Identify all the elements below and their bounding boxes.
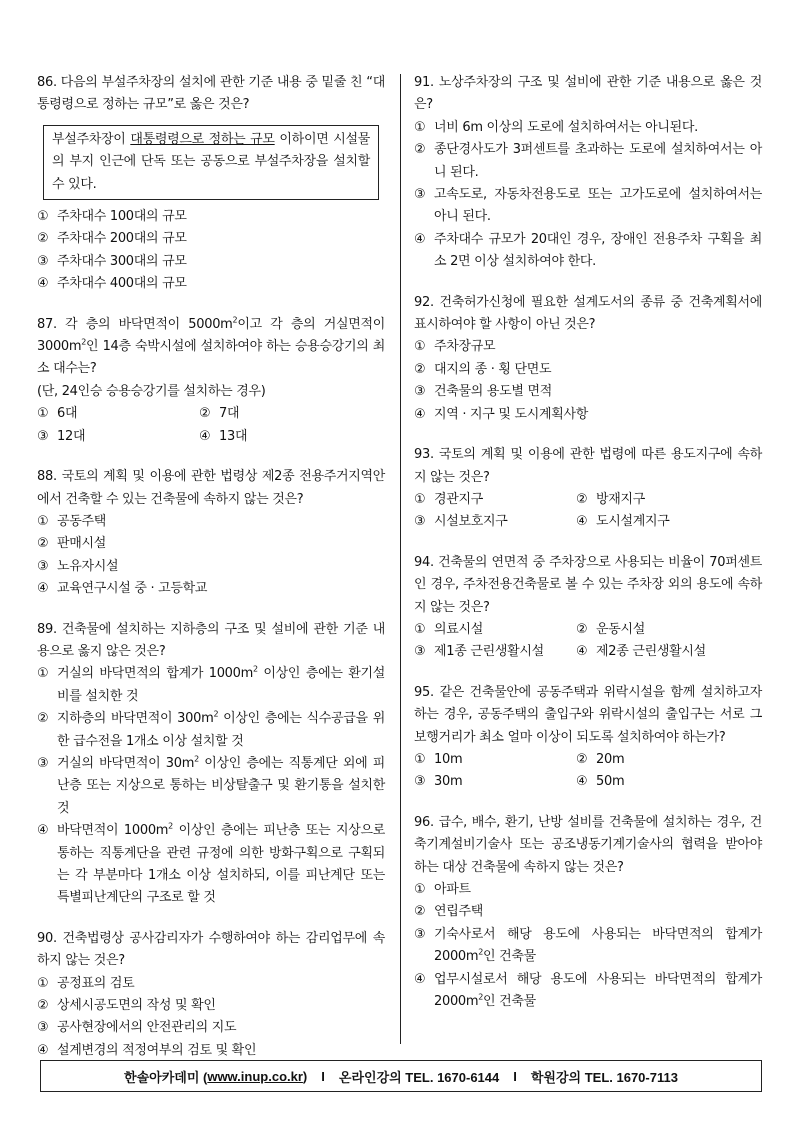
question-90 xyxy=(37,928,385,1062)
option-text: 공동주택 xyxy=(57,513,107,529)
question-93 xyxy=(414,444,762,534)
option-text: 노유자시설 xyxy=(57,558,119,574)
academy-paren: ) xyxy=(302,1068,308,1084)
option[interactable] xyxy=(37,973,385,995)
option[interactable] xyxy=(414,749,576,771)
option-text: 아파트 xyxy=(434,882,471,897)
option[interactable] xyxy=(414,901,762,923)
question-95 xyxy=(414,682,762,794)
option[interactable] xyxy=(37,753,385,820)
footer-banner xyxy=(40,1060,762,1092)
right-column xyxy=(414,72,762,1031)
option-number: ① xyxy=(414,339,426,355)
text-part: 이고 각 층의 거실면적이 3000m xyxy=(37,316,386,355)
option[interactable] xyxy=(414,969,762,1014)
option[interactable] xyxy=(414,229,762,274)
option[interactable] xyxy=(37,273,385,295)
option[interactable] xyxy=(37,251,385,273)
superscript: 2 xyxy=(213,709,219,719)
option-text: 주차대수 규모가 20대인 경우, 장애인 전용주차 구획을 최소 2면 이상 설치하여야 한다. xyxy=(434,231,762,270)
option-text: 20m xyxy=(596,751,625,767)
option-number: ③ xyxy=(37,253,49,269)
separator: I xyxy=(321,1068,325,1084)
option-text: 지역 · 지구 및 도시계획사항 xyxy=(434,406,588,422)
option-number: ④ xyxy=(414,971,426,987)
option-number: ③ xyxy=(37,428,49,444)
option[interactable] xyxy=(37,1040,385,1062)
option-text: 종단경사도가 3퍼센트를 초과하는 도로에 설치하여서는 아니 된다. xyxy=(434,142,762,180)
option[interactable] xyxy=(414,879,762,901)
option-text: 공정표의 검토 xyxy=(57,975,135,991)
option-number: ① xyxy=(37,975,49,991)
option-number: ② xyxy=(37,536,49,552)
option[interactable] xyxy=(199,403,361,425)
option[interactable] xyxy=(37,995,385,1017)
option-number: ④ xyxy=(576,774,588,790)
superscript: 2 xyxy=(194,754,199,764)
question-text: 90. 건축법령상 공사감리자가 수행하여야 하는 감리업무에 속하지 않는 것은? xyxy=(37,930,385,969)
option-text: 7대 xyxy=(219,406,240,422)
option-text: 이상인 층에는 피난층 또는 지상으로 통하는 직통계단을 관련 규정에 의한 방화구획으로 구획되는 각 부분마다 1개소 이상 설치하되, 이를 피난계단 또는 특별피난계단의 구조로 할 것 xyxy=(57,823,385,906)
question-text: 94. 건축물의 연면적 중 주차장으로 사용되는 비율이 70퍼센트인 경우, 주차전용건축물로 볼 수 있는 주차장 외의 용도에 속하지 않는 것은? xyxy=(414,554,762,615)
option-text: 업무시설로서 해당 용도에 사용되는 바닥면적의 합계가 2000m xyxy=(434,971,762,1010)
option-text: 제2종 근린생활시설 xyxy=(596,644,706,660)
question-88 xyxy=(37,466,385,600)
option-text: 인 건축물 xyxy=(483,994,536,1010)
superscript: 2 xyxy=(478,947,484,957)
option-text: 연립주택 xyxy=(434,904,484,920)
option-text: 도시설계지구 xyxy=(596,514,670,530)
question-text: 93. 국토의 계획 및 이용에 관한 법령에 따른 용도지구에 속하지 않는 것은? xyxy=(414,447,762,485)
option[interactable] xyxy=(414,771,576,793)
question-text xyxy=(37,314,385,381)
option[interactable] xyxy=(37,403,199,425)
option[interactable] xyxy=(414,641,576,663)
option-number: ① xyxy=(37,209,49,225)
option-text: 주차대수 300대의 규모 xyxy=(57,253,187,269)
option-text: 이상인 층에는 직통계단 외에 피난층 또는 지상으로 통하는 비상탈출구 및 환기통을 설치한 것 xyxy=(57,755,385,816)
online-phone: 온라인강의 TEL. 1670-6144 xyxy=(338,1069,500,1085)
option[interactable] xyxy=(414,619,576,641)
option[interactable] xyxy=(37,228,385,250)
box-text: 이하이면 시설물의 부지 인근에 단독 또는 공동으로 부설주차장을 설치할 수 있다. xyxy=(52,131,370,192)
question-94 xyxy=(414,552,762,664)
text-part: 87. 각 층의 바닥면적이 5000m xyxy=(37,316,233,332)
option-number: ③ xyxy=(37,558,49,574)
option-number: ② xyxy=(199,406,211,422)
question-92 xyxy=(414,292,762,426)
question-text: 92. 건축허가신청에 필요한 설계도서의 종류 중 건축계획서에 표시하여야 할 사항이 아닌 것은? xyxy=(414,294,762,333)
question-text: 95. 같은 건축물안에 공동주택과 위락시설을 함께 설치하고자 하는 경우, 공동주택의 출입구와 위락시설의 출입구는 서로 그 보행거리가 최소 얼마 이상이 되도록 설치하여야 하는가? xyxy=(414,684,762,745)
option-number: ④ xyxy=(37,276,49,292)
option-text: 인 건축물 xyxy=(483,949,536,965)
box-underlined-text: 대통령령으로 정하는 규모 xyxy=(130,131,275,147)
column-divider xyxy=(400,74,401,1044)
question-96 xyxy=(414,812,762,1014)
option[interactable] xyxy=(576,749,738,771)
option-grid xyxy=(414,619,762,664)
option[interactable] xyxy=(576,511,738,533)
option-number: ③ xyxy=(37,1020,49,1036)
option[interactable] xyxy=(414,924,762,969)
option-number: ① xyxy=(414,119,426,135)
option-number: ② xyxy=(37,231,49,247)
option-text: 공사현장에서의 안전관리의 지도 xyxy=(57,1020,237,1036)
option-text: 설계변경의 적정여부의 검토 및 확인 xyxy=(57,1042,257,1058)
option[interactable] xyxy=(37,1017,385,1039)
option-text: 상세시공도면의 작성 및 확인 xyxy=(57,998,216,1014)
option-number: ② xyxy=(576,751,588,767)
option[interactable] xyxy=(576,641,738,663)
option-number: ② xyxy=(414,142,426,158)
option[interactable] xyxy=(576,489,738,511)
option-text: 경관지구 xyxy=(434,491,484,507)
option-number: ③ xyxy=(414,384,426,400)
option[interactable] xyxy=(414,511,576,533)
superscript: 2 xyxy=(232,315,238,325)
option-text: 주차대수 100대의 규모 xyxy=(57,209,187,225)
option-number: ② xyxy=(37,711,49,727)
question-89 xyxy=(37,619,385,910)
option[interactable] xyxy=(414,184,762,229)
option[interactable] xyxy=(414,139,762,184)
option-grid xyxy=(414,749,762,794)
offline-phone: 학원강의 TEL. 1670-7113 xyxy=(530,1069,678,1085)
question-note: (단, 24인승 승용승강기를 설치하는 경우) xyxy=(37,383,266,399)
option-text: 교육연구시설 중 · 고등학교 xyxy=(57,581,208,597)
option-number: ① xyxy=(37,406,49,422)
option-text: 너비 6m 이상의 도로에 설치하여서는 아니된다. xyxy=(434,119,698,135)
option-number: ③ xyxy=(414,514,426,530)
option[interactable] xyxy=(37,426,199,448)
option-text: 운동시설 xyxy=(596,621,646,637)
question-text: 89. 건축물에 설치하는 지하층의 구조 및 설비에 관한 기준 내용으로 옳지 않은 것은? xyxy=(37,621,385,659)
quoted-box xyxy=(43,125,379,200)
option-text: 이상인 층에는 식수공급을 위한 급수전을 1개소 이상 설치할 것 xyxy=(57,711,385,749)
option-text: 의료시설 xyxy=(434,621,484,637)
superscript: 2 xyxy=(478,992,484,1002)
question-text: 91. 노상주차장의 구조 및 설비에 관한 기준 내용으로 옳은 것은? xyxy=(414,75,762,113)
option-text: 대지의 종 · 횡 단면도 xyxy=(434,361,552,377)
question-text: 96. 급수, 배수, 환기, 난방 설비를 건축물에 설치하는 경우, 건축기계설비기술사 또는 공조냉동기계기술사의 협력을 받아야 하는 대상 건축물에 속하지 않는 것은? xyxy=(414,814,762,875)
option-number: ③ xyxy=(414,187,426,203)
option-text: 이상인 층에는 환기설비를 설치한 것 xyxy=(57,666,385,704)
option-number: ① xyxy=(414,621,426,637)
option-text: 제1종 근린생활시설 xyxy=(434,644,544,660)
option-number: ② xyxy=(576,621,588,637)
option-text: 10m xyxy=(434,751,463,767)
option-text: 30m xyxy=(434,774,463,790)
option-text: 거실의 바닥면적이 30m xyxy=(57,755,195,771)
option-number: ① xyxy=(414,491,426,507)
website-link[interactable]: www.inup.co.kr xyxy=(207,1068,303,1084)
option-text: 주차대수 400대의 규모 xyxy=(57,276,187,292)
option[interactable] xyxy=(37,206,385,228)
option[interactable] xyxy=(37,556,385,578)
option-number: ① xyxy=(37,666,49,682)
option-text: 기숙사로서 해당 용도에 사용되는 바닥면적의 합계가 2000m xyxy=(434,926,762,965)
option-number: ④ xyxy=(414,231,426,247)
option-text: 6대 xyxy=(57,406,78,422)
option-text: 바닥면적이 1000m xyxy=(57,823,169,839)
option-grid xyxy=(37,403,385,448)
question-text: 86. 다음의 부설주차장의 설치에 관한 기준 내용 중 밑줄 친 “대통령령으로 정하는 규모”로 옳은 것은? xyxy=(37,75,385,113)
option-text: 건축물의 용도별 면적 xyxy=(434,384,552,400)
option-text: 방재지구 xyxy=(596,491,646,507)
option-number: ② xyxy=(414,361,426,377)
option[interactable] xyxy=(37,578,385,600)
option-number: ③ xyxy=(37,755,49,771)
superscript: 2 xyxy=(252,665,258,675)
option-text: 주차대수 200대의 규모 xyxy=(57,231,187,247)
superscript: 2 xyxy=(168,821,173,831)
option-number: ① xyxy=(414,882,426,897)
option-number: ④ xyxy=(37,581,49,597)
option[interactable] xyxy=(414,336,762,358)
academy-name: 한솔아카데미 ( xyxy=(124,1069,208,1085)
option-number: ④ xyxy=(199,428,211,444)
option[interactable] xyxy=(414,404,762,426)
option-number: ② xyxy=(414,904,426,920)
box-text: 부설주차장이 xyxy=(52,131,131,147)
option-number: ② xyxy=(37,998,49,1014)
option-number: ① xyxy=(414,751,426,767)
option-number: ② xyxy=(576,491,588,507)
option-number: ④ xyxy=(37,1042,49,1058)
option-text: 지하층의 바닥면적이 300m xyxy=(57,711,214,727)
text-part: 인 14층 숙박시설에 설치하여야 하는 승용승강기의 최소 대수는? xyxy=(37,339,385,377)
option[interactable] xyxy=(576,619,738,641)
option-number: ③ xyxy=(414,926,426,942)
option-number: ④ xyxy=(37,823,49,839)
left-column xyxy=(37,72,385,1080)
option[interactable] xyxy=(37,820,385,910)
option-text: 시설보호지구 xyxy=(434,514,508,530)
option[interactable] xyxy=(414,381,762,403)
option-number: ④ xyxy=(414,406,426,422)
option-text: 50m xyxy=(596,774,625,790)
question-91 xyxy=(414,72,762,274)
option[interactable] xyxy=(37,511,385,533)
option[interactable] xyxy=(37,663,385,708)
option-number: ③ xyxy=(414,774,426,790)
option-text: 판매시설 xyxy=(57,536,107,552)
option[interactable] xyxy=(37,708,385,753)
question-87 xyxy=(37,314,385,448)
question-text: 88. 국토의 계획 및 이용에 관한 법령상 제2종 전용주거지역안에서 건축할 수 있는 건축물에 속하지 않는 것은? xyxy=(37,469,385,507)
option[interactable] xyxy=(414,489,576,511)
superscript: 2 xyxy=(81,337,87,347)
option-number: ③ xyxy=(414,644,426,660)
option-text: 거실의 바닥면적의 합계가 1000m xyxy=(57,666,253,682)
option-text: 주차장규모 xyxy=(434,339,496,355)
option[interactable] xyxy=(576,771,738,793)
separator: I xyxy=(513,1068,517,1084)
question-86 xyxy=(37,72,385,296)
option[interactable] xyxy=(199,426,361,448)
option[interactable] xyxy=(414,359,762,381)
option[interactable] xyxy=(37,533,385,555)
option-grid xyxy=(414,489,762,534)
option-number: ① xyxy=(37,513,49,529)
option-text: 12대 xyxy=(57,428,86,444)
option-text: 13대 xyxy=(219,428,248,444)
option-text: 고속도로, 자동차전용도로 또는 고가도로에 설치하여서는 아니 된다. xyxy=(434,187,762,225)
option-number: ④ xyxy=(576,514,588,530)
option[interactable] xyxy=(414,117,762,139)
option-number: ④ xyxy=(576,644,588,660)
